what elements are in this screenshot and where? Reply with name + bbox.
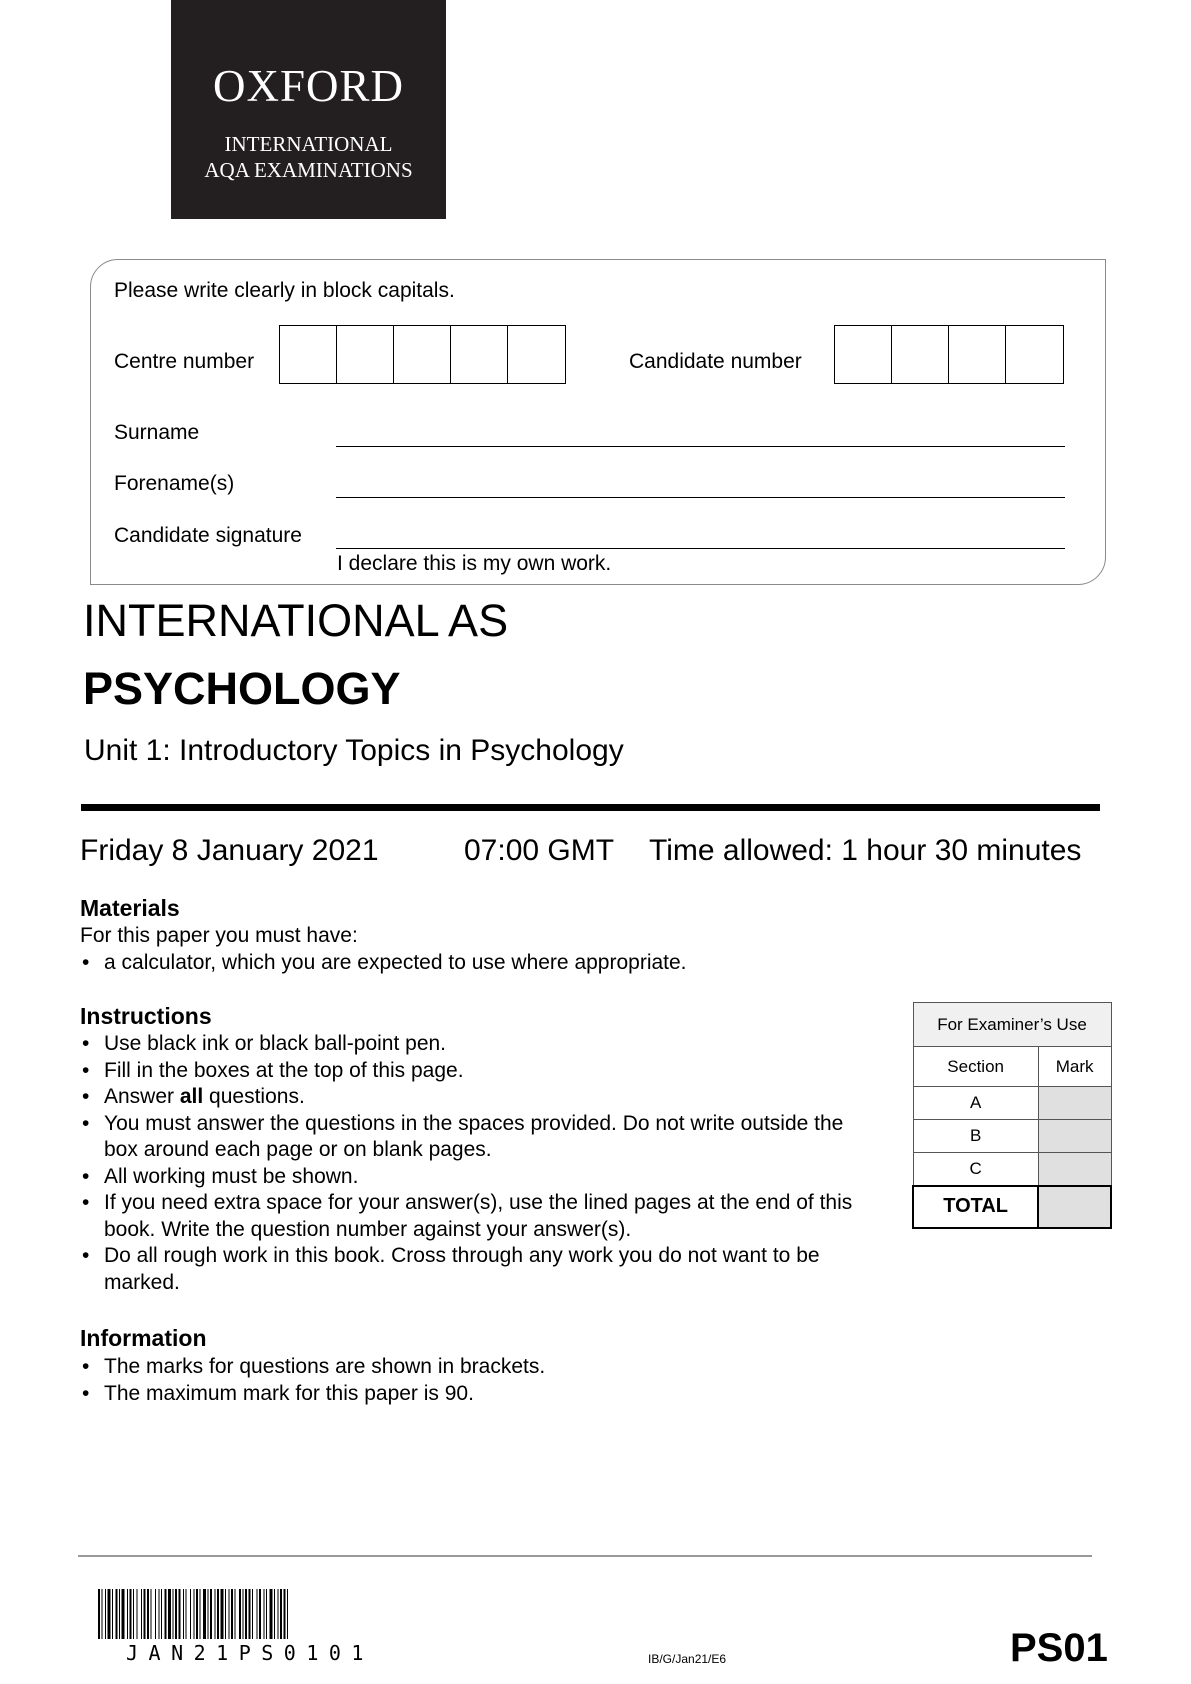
materials-intro: For this paper you must have: xyxy=(80,924,358,947)
list-item: • a calculator, which you are expected to use where appropriate. xyxy=(80,950,687,977)
footer-divider xyxy=(78,1555,1092,1557)
list-item: • Fill in the boxes at the top of this page. xyxy=(80,1058,870,1085)
materials-list xyxy=(80,950,687,977)
barcode-text: JAN21PS0101 xyxy=(126,1641,374,1665)
paper-code: PS01 xyxy=(1010,1626,1108,1670)
candidate-number-boxes[interactable] xyxy=(834,325,1064,384)
materials-heading: Materials xyxy=(80,895,180,921)
surname-field[interactable] xyxy=(336,446,1065,447)
logo-line-3: AQA EXAMINATIONS xyxy=(204,158,413,182)
centre-number-box[interactable] xyxy=(280,326,337,383)
candidate-number-box[interactable] xyxy=(835,326,892,383)
signature-field[interactable] xyxy=(336,548,1065,549)
emphasis-text: all xyxy=(179,1085,204,1108)
information-list xyxy=(80,1354,545,1407)
information-heading: Information xyxy=(80,1325,207,1351)
barcode-image xyxy=(98,1589,453,1639)
exam-time: 07:00 GMT xyxy=(464,834,615,867)
total-mark-cell xyxy=(1038,1186,1111,1228)
centre-number-box[interactable] xyxy=(508,326,565,383)
qualification-level: INTERNATIONAL AS xyxy=(83,595,509,646)
section-label: A xyxy=(913,1087,1038,1120)
centre-number-boxes[interactable] xyxy=(279,325,566,384)
section-label: C xyxy=(913,1153,1038,1186)
candidate-number-box[interactable] xyxy=(892,326,949,383)
list-item: • If you need extra space for your answer(s), use the lined pages at the end of this book. Write the question number against your answer(s). xyxy=(80,1190,870,1243)
mark-cell xyxy=(1038,1120,1111,1153)
exam-duration: Time allowed: 1 hour 30 minutes xyxy=(649,834,1082,867)
surname-label: Surname xyxy=(114,421,200,444)
centre-number-box[interactable] xyxy=(451,326,508,383)
logo-line-1: OXFORD xyxy=(212,61,405,111)
block-capitals-instruction: Please write clearly in block capitals. xyxy=(114,279,455,302)
mark-column-header: Mark xyxy=(1038,1047,1111,1087)
paper-reference: IB/G/Jan21/E6 xyxy=(648,1652,727,1666)
list-item: • The maximum mark for this paper is 90. xyxy=(80,1381,545,1408)
forenames-field[interactable] xyxy=(336,497,1065,498)
signature-label: Candidate signature xyxy=(114,524,302,547)
instruction-text: questions. xyxy=(203,1085,305,1108)
instructions-heading: Instructions xyxy=(80,1003,212,1029)
total-label: TOTAL xyxy=(913,1186,1038,1228)
list-item: • Do all rough work in this book. Cross through any work you do not want to be marked. xyxy=(80,1243,870,1296)
list-item: • The marks for questions are shown in brackets. xyxy=(80,1354,545,1381)
list-item xyxy=(80,1084,870,1111)
oxford-aqa-logo xyxy=(171,0,446,219)
logo-line-2: INTERNATIONAL xyxy=(224,132,393,156)
candidate-number-label: Candidate number xyxy=(629,350,802,373)
list-item: • All working must be shown. xyxy=(80,1164,870,1191)
centre-number-box[interactable] xyxy=(394,326,451,383)
centre-number-label: Centre number xyxy=(114,350,255,373)
examiner-use-table xyxy=(912,1002,1112,1229)
instruction-text: Answer xyxy=(104,1085,180,1108)
examiner-table-title: For Examiner’s Use xyxy=(913,1003,1111,1047)
exam-date: Friday 8 January 2021 xyxy=(80,834,379,867)
list-item: • Use black ink or black ball-point pen. xyxy=(80,1031,870,1058)
list-item: • You must answer the questions in the spaces provided. Do not write outside the box around each page or on blank pages. xyxy=(80,1111,870,1164)
mark-cell xyxy=(1038,1087,1111,1120)
forenames-label: Forename(s) xyxy=(114,472,235,495)
subject-title: PSYCHOLOGY xyxy=(83,663,401,714)
section-label: B xyxy=(913,1120,1038,1153)
centre-number-box[interactable] xyxy=(337,326,394,383)
candidate-number-box[interactable] xyxy=(1006,326,1063,383)
unit-title: Unit 1: Introductory Topics in Psychology xyxy=(84,734,624,767)
section-column-header: Section xyxy=(913,1047,1038,1087)
title-divider xyxy=(81,804,1100,811)
declaration-text: I declare this is my own work. xyxy=(337,552,612,575)
instructions-list xyxy=(80,1031,870,1296)
candidate-number-box[interactable] xyxy=(949,326,1006,383)
mark-cell xyxy=(1038,1153,1111,1186)
